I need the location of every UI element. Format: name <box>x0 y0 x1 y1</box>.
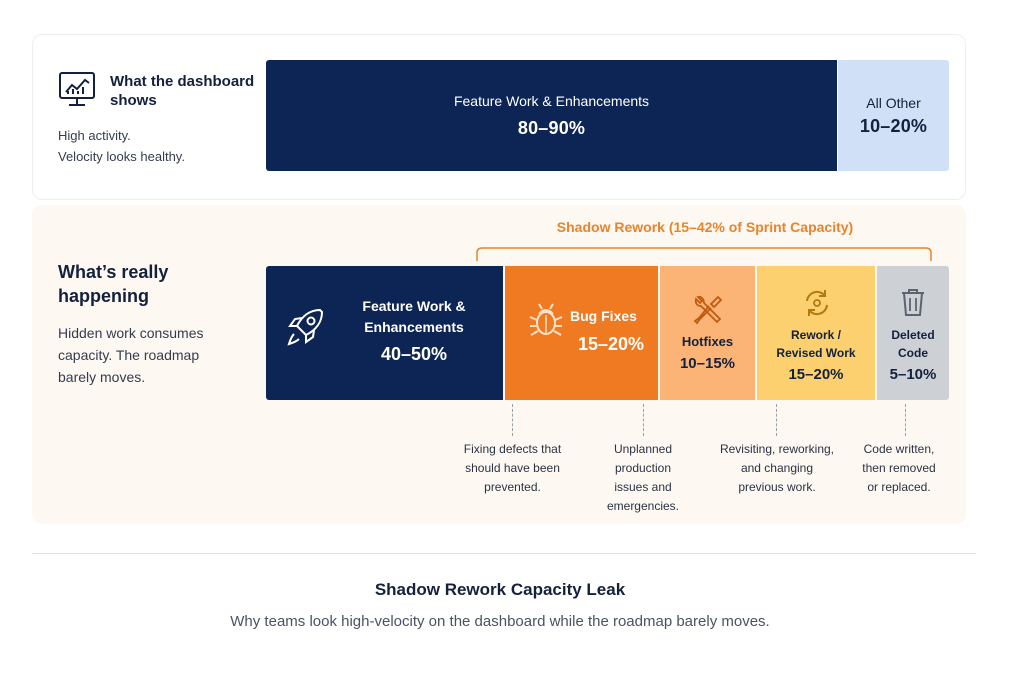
connector-bug-fixes <box>512 404 513 436</box>
dashboard-desc-line1: High activity. <box>58 128 131 143</box>
note-line: Code written, <box>863 442 935 456</box>
segment-deleted-value: 5–10% <box>889 366 937 383</box>
segment-feature-label <box>330 296 498 338</box>
dashboard-bar-all-other <box>838 60 949 171</box>
note-line: Unplanned <box>613 442 673 456</box>
dashboard-description <box>58 125 258 167</box>
note-rework <box>706 440 848 497</box>
segment-rework-label-line1: Rework / <box>790 328 841 342</box>
dashboard-bar-feature-work <box>266 60 837 171</box>
note-line: then removed <box>862 461 936 475</box>
note-line: issues and <box>614 480 672 494</box>
bar-label: Feature Work & Enhancements <box>453 93 650 109</box>
connector-rework <box>776 404 777 436</box>
note-line: Revisiting, reworking, <box>719 442 835 456</box>
footer-subtitle: Why teams look high-velocity on the dashboard while the roadmap barely moves. <box>230 613 770 630</box>
note-hotfixes <box>588 440 698 516</box>
segment-deleted-label-line2: Code <box>898 346 928 360</box>
segment-bug-value: 15–20% <box>578 334 645 354</box>
monitor-chart-icon <box>58 70 96 110</box>
bug-icon <box>526 298 566 340</box>
segment-feature-label-line1: Feature Work & <box>362 298 466 314</box>
wrench-screwdriver-icon <box>692 293 724 327</box>
rocket-icon <box>282 304 328 350</box>
segment-hotfixes-label: Hotfixes <box>681 334 734 349</box>
note-deleted <box>852 440 946 497</box>
connector-hotfixes <box>643 404 644 436</box>
bar-value: 10–20% <box>859 116 928 136</box>
segment-rework-label-line2: Revised Work <box>776 346 856 360</box>
reality-title: What’s really happening <box>58 262 169 306</box>
segment-rework-value: 15–20% <box>788 366 844 383</box>
connector-deleted <box>905 404 906 436</box>
note-line: should have been <box>465 461 560 475</box>
note-line: previous work. <box>738 480 816 494</box>
dashboard-desc-line2: Velocity looks healthy. <box>58 149 185 164</box>
bar-label: All Other <box>866 95 921 111</box>
divider <box>32 553 976 554</box>
note-line: production <box>614 461 672 475</box>
segment-hotfixes-value: 10–15% <box>679 355 736 372</box>
shadow-rework-label: Shadow Rework (15–42% of Sprint Capacity) <box>556 219 854 235</box>
reality-description: Hidden work consumes capacity. The roadmap barely moves. <box>58 325 204 385</box>
segment-deleted-label <box>877 326 949 362</box>
dashboard-title: What the dashboard shows <box>110 73 255 109</box>
note-line: emergencies. <box>606 499 680 513</box>
trash-icon <box>900 287 926 317</box>
segment-feature-label-line2: Enhancements <box>364 319 464 335</box>
note-line: or replaced. <box>867 480 931 494</box>
refresh-icon <box>801 287 833 319</box>
bar-value: 80–90% <box>517 118 586 138</box>
segment-feature-value: 40–50% <box>380 344 448 364</box>
note-bug-fixes <box>440 440 585 497</box>
segment-rework-label <box>757 326 875 362</box>
segment-hotfixes <box>660 266 755 400</box>
shadow-rework-bracket <box>476 238 932 262</box>
note-line: prevented. <box>484 480 541 494</box>
segment-deleted-label-line1: Deleted <box>891 328 935 342</box>
segment-bug-label: Bug Fixes <box>570 308 637 324</box>
note-line: and changing <box>740 461 814 475</box>
note-line: Fixing defects that <box>463 442 562 456</box>
footer-title: Shadow Rework Capacity Leak <box>374 580 626 599</box>
